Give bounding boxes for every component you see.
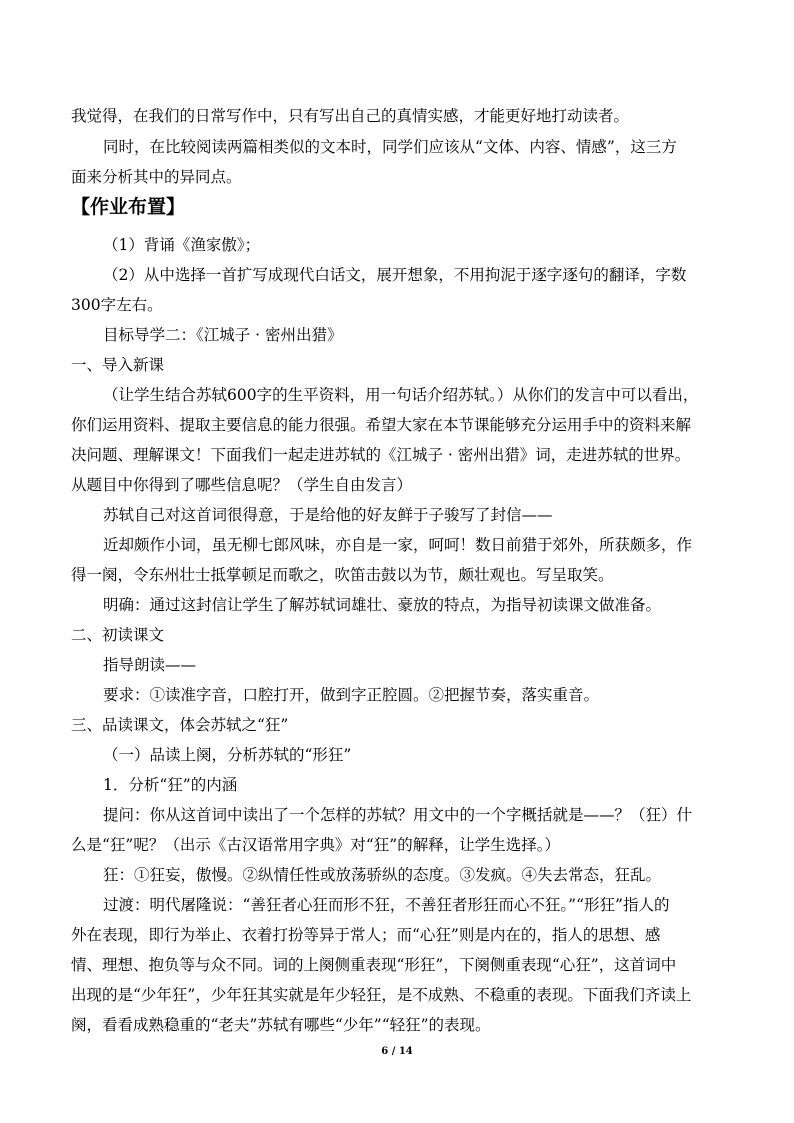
part-heading-intro: 一、导入新课 bbox=[71, 356, 165, 374]
text-line-requirements: 要求：①读准字音，口腔打开，做到字正腔圆。②把握节奏，落实重音。 bbox=[103, 686, 600, 704]
text-line-transition-2: 外在表现，即行为举止、衣着打扮等异于常人；而“心狂”则是内在的，指人的思想、感 bbox=[71, 926, 661, 944]
text-line-transition-5: 阕，看看成熟稳重的“老夫”苏轼有哪些“少年”“轻狂”的表现。 bbox=[71, 1016, 491, 1034]
homework-item-2: （2）从中选择一首扩写成现代白话文，展开想象，不用拘泥于逐字逐句的翻译，字数 bbox=[103, 266, 687, 284]
letter-text-2: 得一阕，令东州壮士抵掌顿足而歌之，吹笛击鼓以为节，颇壮观也。写呈取笑。 bbox=[71, 566, 614, 584]
text-line-guide-reading: 指导朗读—— bbox=[103, 656, 197, 674]
text-line-intro-1: （让学生结合苏轼600字的生平资料，用一句话介绍苏轼。）从你们的发言中可以看出， bbox=[103, 386, 699, 404]
text-line-2: 同时，在比较阅读两篇相类似的文本时，同学们应该从“文体、内容、情感”，这三方 bbox=[103, 138, 677, 156]
subheading-analyze-kuang: 1．分析“狂”的内涵 bbox=[103, 776, 238, 794]
homework-item-2-cont: 300字左右。 bbox=[71, 296, 163, 314]
text-line-transition-3: 情、理想、抱负等与众不同。词的上阕侧重表现“形狂”，下阕侧重表现“心狂”，这首词中 bbox=[71, 956, 677, 974]
text-line-intro-2: 你们运用资料、提取主要信息的能力很强。希望大家在本节课能够充分运用手中的资料来解 bbox=[71, 416, 692, 434]
subheading-upper-stanza: （一）品读上阕，分析苏轼的“形狂” bbox=[103, 746, 352, 764]
part-heading-first-read: 二、初读课文 bbox=[71, 626, 165, 644]
homework-item-1: （1）背诵《渔家傲》； bbox=[103, 236, 261, 254]
text-line-1: 我觉得，在我们的日常写作中，只有写出自己的真情实感，才能更好地打动读者。 bbox=[71, 107, 630, 125]
text-line-question-1: 提问：你从这首词中读出了一个怎样的苏轼？用文中的一个字概括就是——？（狂）什 bbox=[103, 806, 693, 824]
text-line-intro-3: 决问题、理解课文！下面我们一起走进苏轼的《江城子 · 密州出猎》词，走进苏轼的世界。 bbox=[71, 446, 691, 464]
text-line-clarify: 明确：通过这封信让学生了解苏轼词雄壮、豪放的特点，为指导初读课文做准备。 bbox=[103, 596, 662, 614]
section-heading-homework: 【作业布置】 bbox=[71, 196, 186, 218]
text-line-letter-intro: 苏轼自己对这首词很得意，于是给他的好友鲜于子骏写了封信—— bbox=[103, 506, 553, 524]
text-line-transition-1: 过渡：明代屠隆说：“善狂者心狂而形不狂，不善狂者形狂而心不狂。”“形狂”指人的 bbox=[103, 896, 670, 914]
text-line-kuang-definitions: 狂：①狂妄，傲慢。②纵情任性或放荡骄纵的态度。③发疯。④失去常态，狂乱。 bbox=[103, 866, 662, 884]
text-line-transition-4: 出现的是“少年狂”，少年狂其实就是年少轻狂，是不成熟、不稳重的表现。下面我们齐读上 bbox=[71, 986, 692, 1004]
text-line-3: 面来分析其中的异同点。 bbox=[71, 168, 242, 186]
page-number: 6 / 14 bbox=[381, 1046, 413, 1057]
goal-heading: 目标导学二：《江城子 · 密州出猎》 bbox=[103, 326, 343, 344]
text-line-intro-4: 从题目中你得到了哪些信息呢？（学生自由发言） bbox=[71, 476, 413, 494]
text-line-question-2: 么是“狂”呢？（出示《古汉语常用字典》对“狂”的解释，让学生选择。） bbox=[71, 836, 560, 854]
letter-text-1: 近却颇作小词，虽无柳七郎风味，亦自是一家，呵呵！数日前猎于郊外，所获颇多，作 bbox=[103, 536, 693, 554]
part-heading-appreciate: 三、品读课文，体会苏轼之“狂” bbox=[71, 716, 289, 734]
